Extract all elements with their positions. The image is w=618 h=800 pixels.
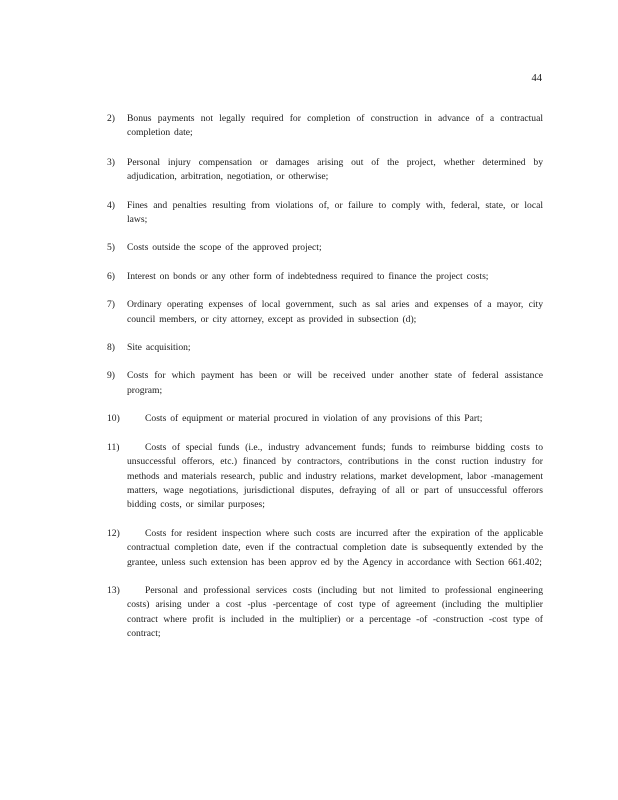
- item-text: Costs of equipment or material procured in violation of any provisions of this Part;: [145, 413, 483, 425]
- item-text: Ordinary operating expenses of local government, such as sal aries and expenses of a mayor, city council members, or city attorney, except as provided in subsection (d);: [127, 299, 543, 325]
- list-item: [107, 412, 543, 426]
- item-text: Bonus payments not legally required for completion of construction in advance of a contractual completion date;: [127, 113, 543, 139]
- item-text: Site acquisition;: [127, 342, 191, 354]
- item-number: 5): [107, 242, 115, 254]
- item-number: 13): [107, 584, 120, 596]
- item-number: 7): [107, 299, 115, 311]
- item-number: 4): [107, 199, 115, 211]
- list-item: [107, 441, 543, 513]
- list-item: [107, 241, 543, 255]
- list-item: [107, 369, 543, 398]
- item-number: 12): [107, 527, 120, 539]
- item-text: Costs outside the scope of the approved project;: [127, 242, 322, 254]
- item-number: 10): [107, 413, 120, 425]
- list-item: [107, 270, 543, 284]
- list-item: [107, 527, 543, 570]
- item-text: Costs for resident inspection where such costs are incurred after the expiration of the applicable contractual completion date, even if the contractual completion date is subsequently extended by the grantee, unless such extension has been approv ed by the Agency in accordance with Section 661.402;: [127, 527, 543, 568]
- item-text: Costs for which payment has been or will be received under another state of federal assistance program;: [127, 370, 543, 396]
- item-text: Fines and penalties resulting from violations of, or failure to comply with, federal, state, or local laws;: [127, 199, 543, 226]
- item-number: 6): [107, 270, 115, 282]
- list-item: [107, 199, 543, 228]
- item-number: 2): [107, 113, 115, 124]
- list-item: [107, 298, 543, 327]
- item-number: 9): [107, 370, 115, 382]
- list-item: [107, 584, 543, 642]
- item-text: Interest on bonds or any other form of indebtedness required to finance the project costs;: [127, 270, 489, 282]
- list-item: [107, 112, 543, 141]
- item-text: Personal and professional services costs (including but not limited to professional engineering costs) arising under a cost -plus -percentage of cost type of agreement (including the multiplier contract where profit is included in the multiplier) or a percentage -of -construction -cost type of contract;: [127, 584, 543, 640]
- item-text: Personal injury compensation or damages arising out of the project, whether determined by adjudication, arbitration, negotiation, or otherwise;: [127, 156, 543, 183]
- item-text: Costs of special funds (i.e., industry advancement funds; funds to reimburse bidding costs to unsuccessful offerors, etc.) financed by contractors, contributions in the const ruction industry for methods and materials research, public and industry relations, market development, labor -management matters, wage negotiations, jurisdictional disputes, defraying of all or part of unsuccessful offerors bidding costs, or similar purposes;: [127, 441, 543, 511]
- item-number: 11): [107, 441, 120, 453]
- item-number: 3): [107, 156, 115, 168]
- unallowable-costs-list: [107, 112, 543, 642]
- list-item: [107, 341, 543, 355]
- page-number: 44: [531, 73, 542, 84]
- list-item: [107, 156, 543, 185]
- item-number: 8): [107, 342, 115, 354]
